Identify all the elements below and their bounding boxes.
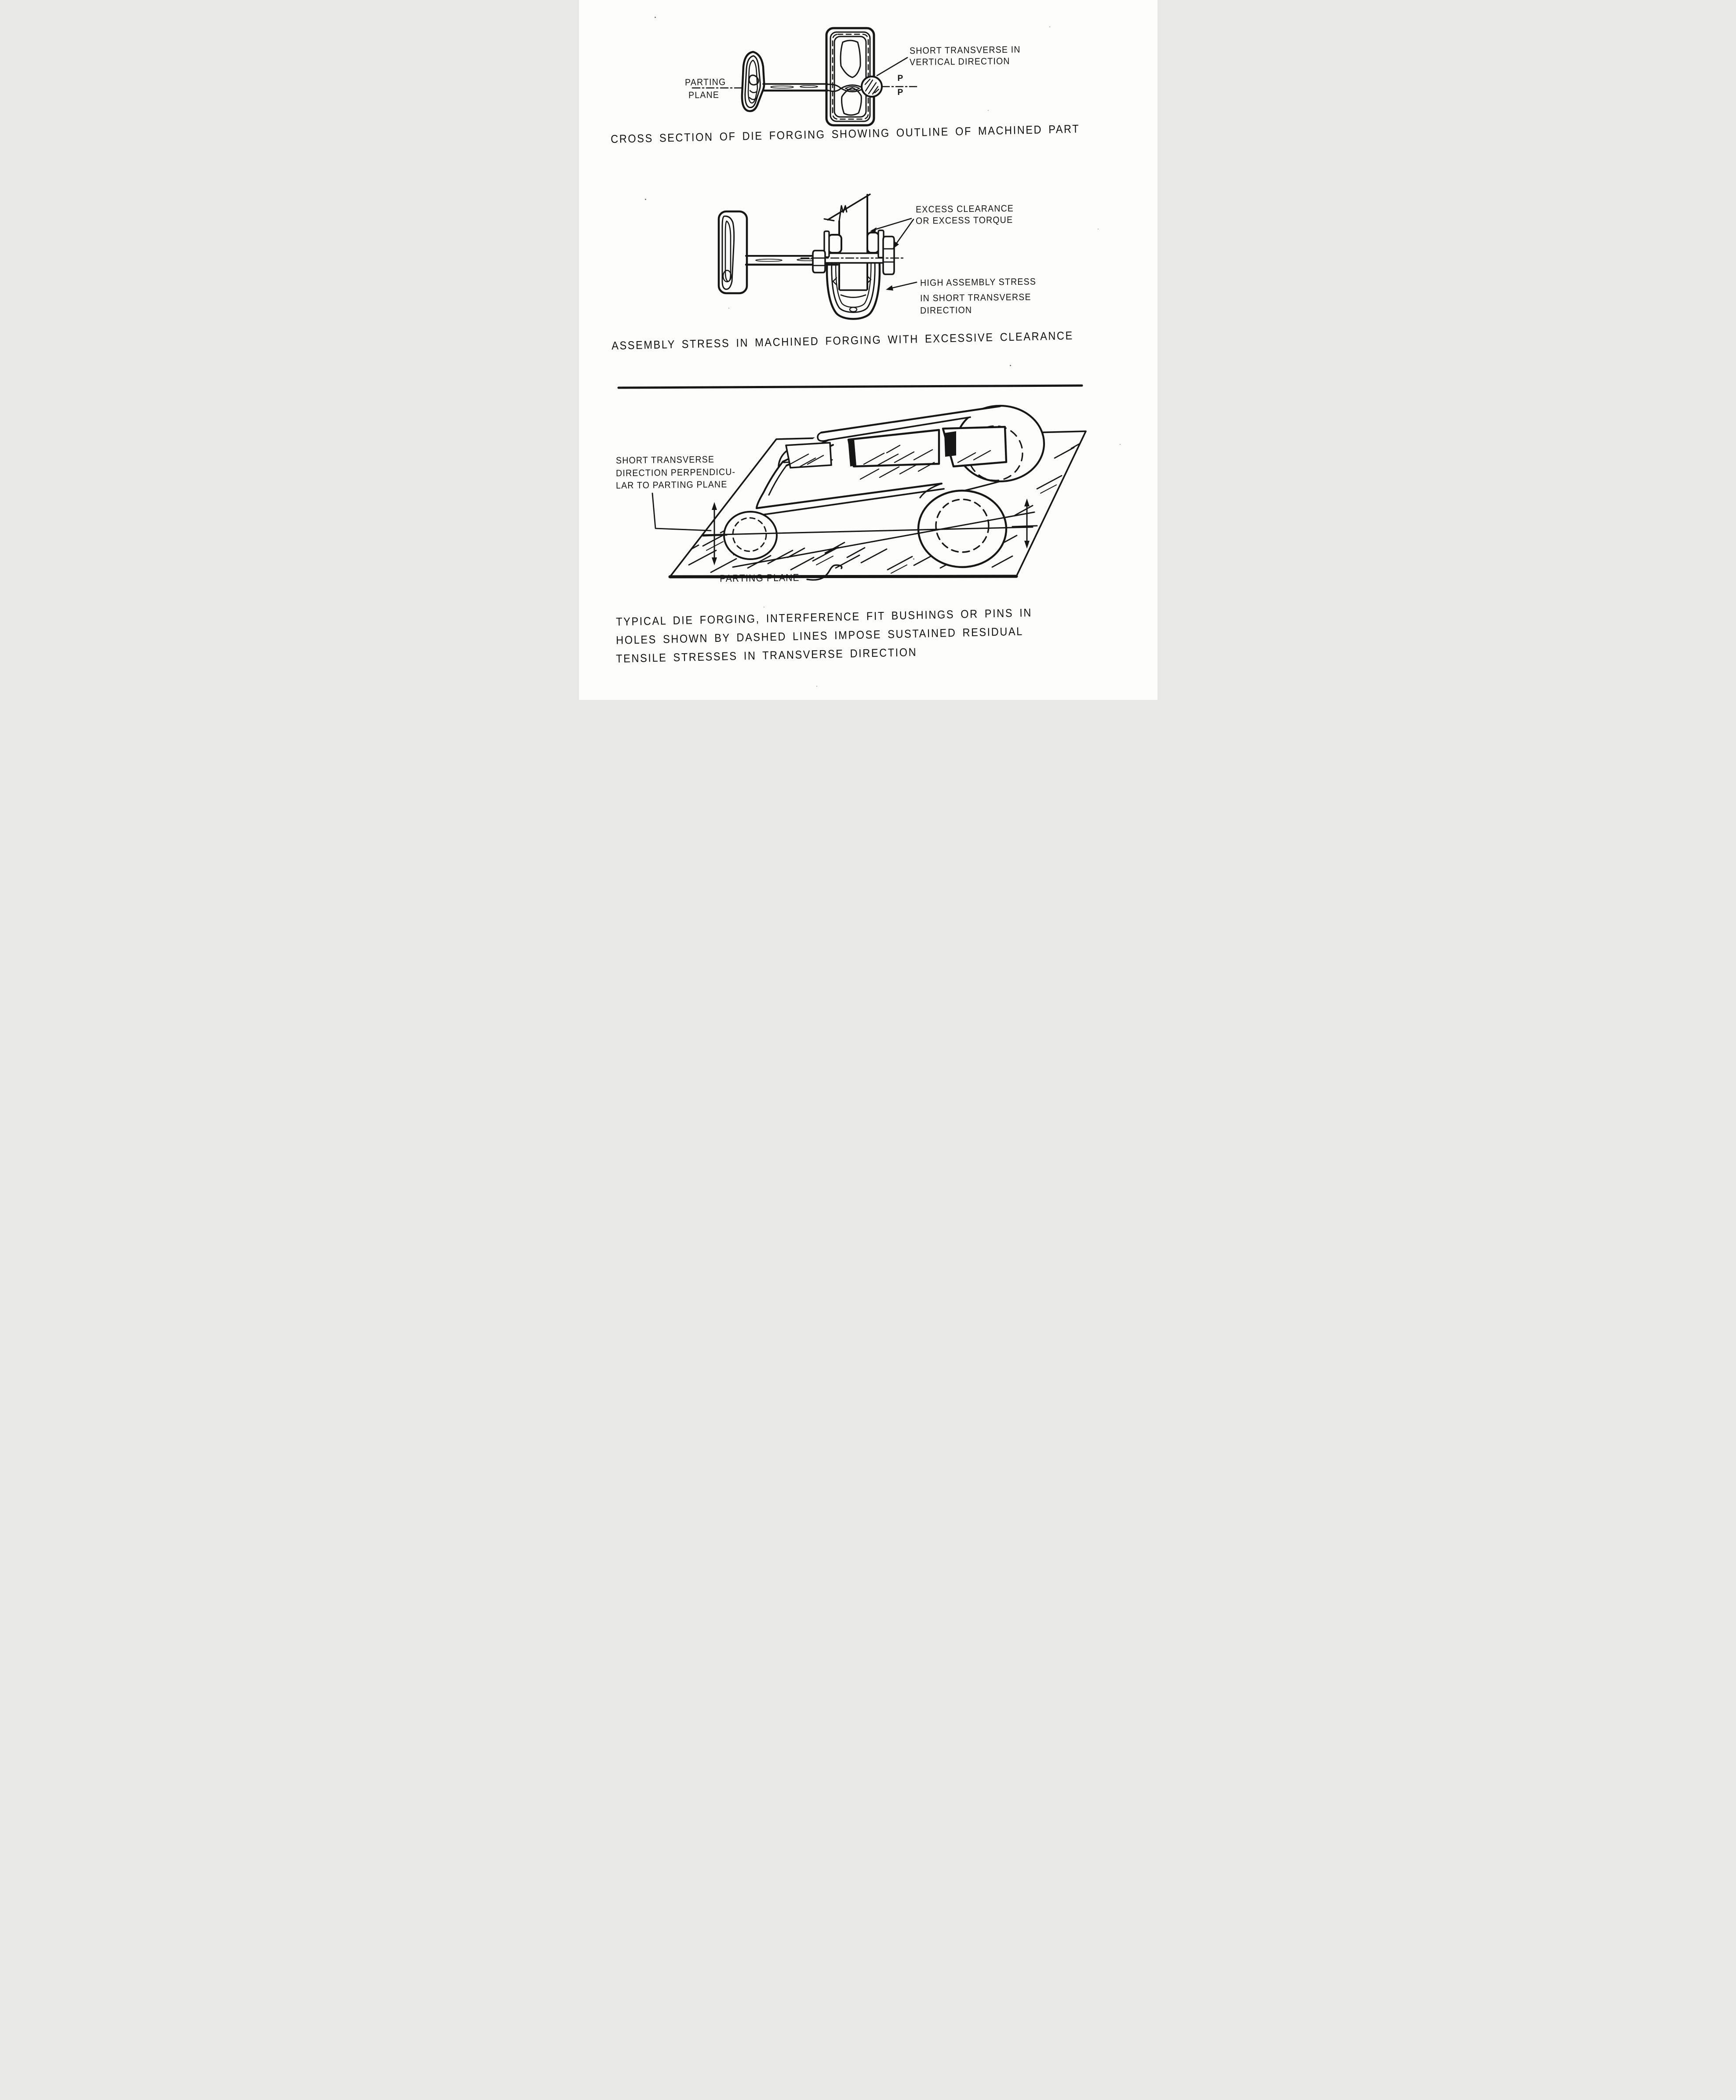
front-left-boss bbox=[724, 512, 777, 559]
fig3-caption-line2: HOLES SHOWN BY DASHED LINES IMPOSE SUSTAINED RESIDUAL bbox=[615, 625, 1023, 647]
fig1-parting-label-line2: PLANE bbox=[688, 90, 719, 101]
transverse-label-leader bbox=[652, 493, 711, 531]
fig1-section-mark-top: P bbox=[897, 74, 903, 83]
left-flange-grain-contours bbox=[742, 52, 764, 111]
section-divider-line bbox=[619, 386, 1082, 388]
scan-speckle bbox=[1049, 26, 1050, 27]
bolt-nut bbox=[883, 237, 894, 274]
bolt-hex-head bbox=[813, 251, 825, 273]
fig1-parting-label-line1: PARTING bbox=[684, 76, 726, 88]
scan-speckle bbox=[816, 686, 817, 687]
scan-speckle bbox=[988, 110, 989, 111]
fig1-annotation-line1: SHORT TRANSVERSE IN bbox=[909, 44, 1021, 56]
fig3-caption-line3: TENSILE STRESSES IN TRANSVERSE DIRECTION bbox=[615, 645, 917, 665]
scan-speckle bbox=[1010, 365, 1011, 366]
fig2-stress-line1: HIGH ASSEMBLY STRESS bbox=[920, 277, 1036, 288]
fig3-caption-line1: TYPICAL DIE FORGING, INTERFERENCE FIT BUSHINGS OR PINS IN bbox=[615, 606, 1032, 628]
fig2-stress-line3: DIRECTION bbox=[920, 305, 972, 316]
stress-arrow bbox=[886, 282, 917, 291]
scan-speckle bbox=[913, 558, 914, 560]
web-lines bbox=[763, 84, 827, 91]
scanned-page bbox=[579, 0, 1157, 700]
fig1-annotation-line2: VERTICAL DIRECTION bbox=[909, 56, 1010, 68]
short-transverse-zone-circle bbox=[862, 76, 882, 97]
fig3-transverse-line3: LAR TO PARTING PLANE bbox=[615, 479, 728, 491]
fig2-clearance-line2: OR EXCESS TORQUE bbox=[915, 215, 1013, 226]
scan-speckle bbox=[1120, 444, 1121, 445]
fig2-stress-line2: IN SHORT TRANSVERSE bbox=[920, 292, 1031, 304]
fig3-transverse-line2: DIRECTION PERPENDICU- bbox=[615, 466, 735, 479]
ibeam-flange bbox=[719, 211, 747, 293]
right-flange-grain-contours bbox=[826, 28, 874, 125]
figure2-assembly-stress-drawing bbox=[579, 149, 1157, 354]
annotation-leader-line bbox=[877, 58, 907, 76]
fig3-transverse-line1: SHORT TRANSVERSE bbox=[615, 454, 714, 466]
fig2-caption: ASSEMBLY STRESS IN MACHINED FORGING WITH EXCESSIVE CLEARANCE bbox=[611, 329, 1074, 352]
scan-speckle bbox=[655, 17, 656, 18]
fig1-caption: CROSS SECTION OF DIE FORGING SHOWING OUTLINE OF MACHINED PART bbox=[610, 122, 1080, 146]
scan-speckle bbox=[645, 199, 646, 200]
fig1-section-mark-bottom: P bbox=[897, 88, 903, 97]
scan-speckle bbox=[728, 308, 729, 309]
fig2-clearance-line1: EXCESS CLEARANCE bbox=[915, 203, 1014, 215]
fig3-parting-plane-label: PARTING PLANE bbox=[719, 572, 800, 584]
